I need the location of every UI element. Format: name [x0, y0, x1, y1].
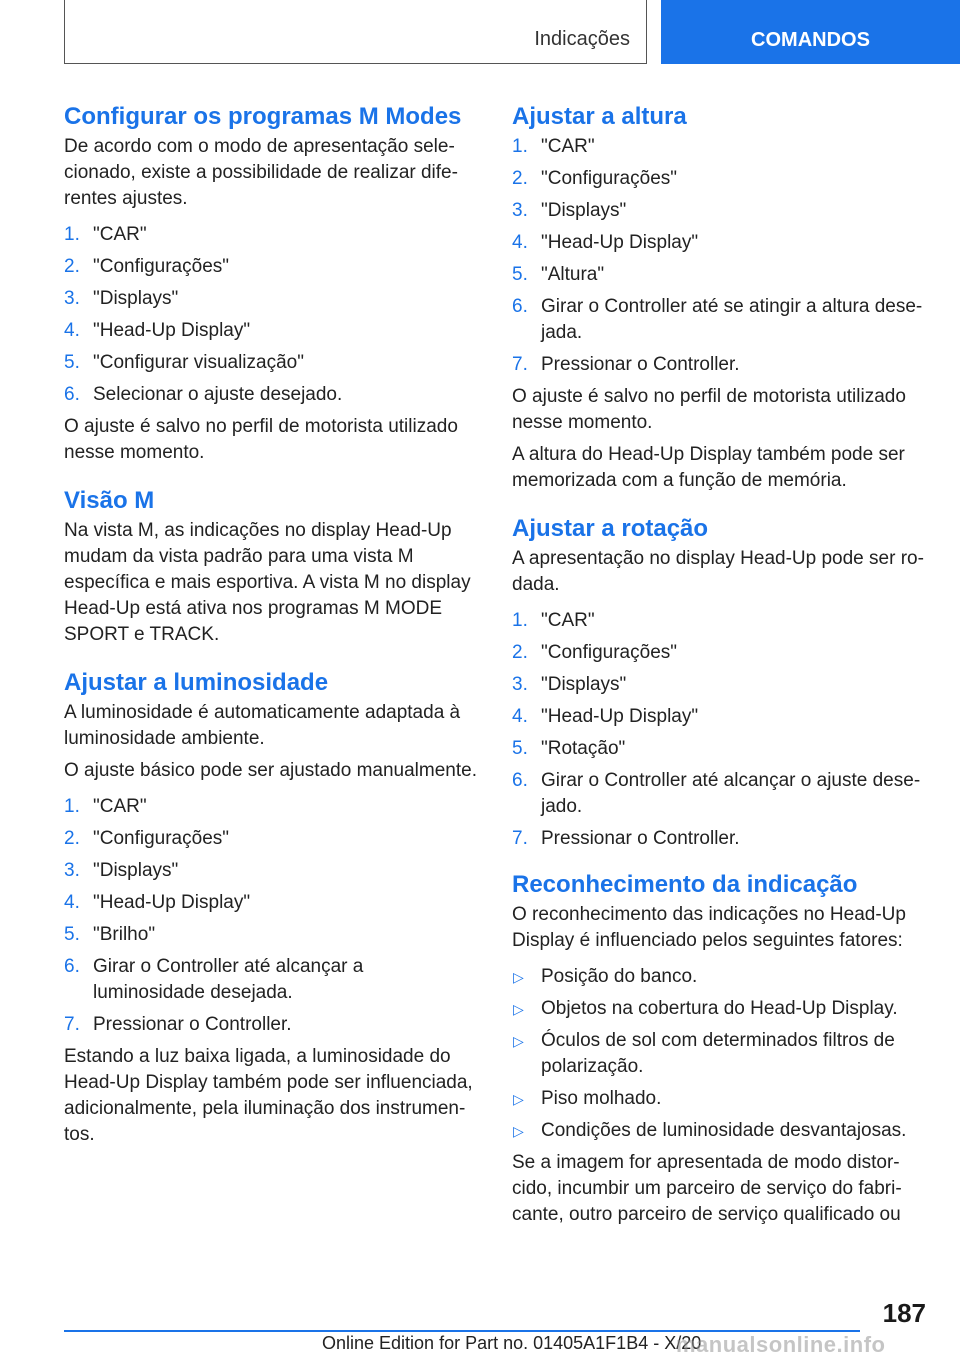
list-item: 1. "CAR": [64, 224, 147, 245]
m-modes-note: O ajuste é salvo no perfil de motorista utilizado nesse momento.: [64, 416, 458, 463]
luminosidade-text-2: O ajuste básico pode ser ajustado manualmente.: [64, 760, 477, 781]
altura-note-1: O ajuste é salvo no perfil de motorista utilizado nesse momento.: [512, 386, 906, 433]
list-item: 2. "Configurações": [512, 642, 678, 663]
list-item: ▷ Posição do banco.: [512, 964, 930, 990]
list-item: ▷ Condições de luminosidade desvantajosas.: [512, 1118, 930, 1144]
chapter-title: COMANDOS: [751, 29, 870, 51]
rotacao-text: A apresentação no display Head-Up pode ser rodada.: [512, 548, 924, 595]
right-column: [512, 100, 930, 1228]
list-item: ▷ Piso molhado.: [512, 1086, 930, 1112]
list-item: 7. Pressionar o Controller.: [512, 354, 740, 375]
heading-rotacao: Ajustar a rotação: [512, 515, 709, 542]
heading-altura: Ajustar a altura: [512, 103, 687, 130]
list-item: 2. "Configurações": [64, 828, 230, 849]
list-item: 5. "Altura": [512, 264, 605, 285]
altura-steps: [512, 134, 930, 378]
list-item: 7. Pressionar o Controller.: [512, 828, 740, 849]
list-item: 4. "Head-Up Display": [64, 320, 251, 341]
chapter-tab: [661, 0, 960, 64]
list-item: 5. "Brilho": [64, 924, 156, 945]
visao-m-text: Na vista M, as indicações no display Head-Up mudam da vista padrão para uma vista M específica e mais esportiva. A vista M no display Head-Up está ativa nos programas M MODE SPORT e TRACK.: [64, 520, 471, 645]
luminosidade-note: Estando a luz baixa ligada, a luminosidade do Head-Up Display também pode ser influenciada, adicionalmente, pela iluminação dos instrumentos.: [64, 1046, 473, 1145]
list-item: 2. "Configurações": [512, 168, 678, 189]
list-item: 6. Girar o Controller até alcançar o ajuste desejado.: [512, 770, 921, 817]
list-item: 3. "Displays": [512, 674, 627, 695]
footer-edition: Online Edition for Part no. 01405A1F1B4 - X/20: [322, 1333, 702, 1353]
page-number: 187: [882, 1298, 926, 1328]
list-item: 4. "Head-Up Display": [64, 892, 251, 913]
triangle-right-icon: ▷: [513, 1001, 524, 1017]
heading-m-modes: Configurar os programas M Modes: [64, 103, 462, 130]
heading-reconhecimento: Reconhecimento da indicação: [512, 871, 858, 898]
rotacao-steps: [512, 608, 930, 852]
list-item: ▷ Objetos na cobertura do Head-Up Display.: [512, 996, 930, 1022]
triangle-right-icon: ▷: [513, 1033, 524, 1049]
list-item: 3. "Displays": [64, 860, 179, 881]
list-item: 6. Girar o Controller até alcançar a luminosidade desejada.: [64, 956, 364, 1003]
luminosidade-text-1: A luminosidade é automaticamente adaptada à luminosidade ambiente.: [64, 702, 461, 749]
triangle-right-icon: ▷: [513, 1123, 524, 1139]
reconhecimento-text: O reconhecimento das indicações no Head-Up Display é influenciado pelos seguintes fatores:: [512, 904, 906, 951]
list-item: 7. Pressionar o Controller.: [64, 1014, 292, 1035]
triangle-right-icon: ▷: [513, 1091, 524, 1107]
m-modes-steps: [64, 222, 479, 408]
list-item: ▷ Óculos de sol com determinados filtros de polarização.: [513, 1030, 895, 1077]
heading-visao-m: Visão M: [64, 487, 155, 514]
triangle-right-icon: ▷: [513, 969, 524, 985]
list-item: 6. Selecionar o ajuste desejado.: [64, 384, 343, 405]
luminosidade-steps: [64, 794, 479, 1038]
list-item: 2. "Configurações": [64, 256, 230, 277]
list-item: 3. "Displays": [64, 288, 179, 309]
list-item: 5. "Rotação": [512, 738, 626, 759]
reconhecimento-note: Se a imagem for apresentada de modo distorcido, incumbir um parceiro de serviço do fabricante, outro parceiro de serviço qualificado ou: [512, 1152, 902, 1225]
list-item: 1. "CAR": [512, 136, 595, 157]
list-item: 4. "Head-Up Display": [512, 232, 699, 253]
reconhecimento-factors: [512, 964, 930, 1144]
list-item: 3. "Displays": [512, 200, 627, 221]
list-item: 6. Girar o Controller até se atingir a altura desejada.: [512, 296, 923, 343]
heading-luminosidade: Ajustar a luminosidade: [64, 669, 329, 696]
m-modes-intro: De acordo com o modo de apresentação selecionado, existe a possibilidade de realizar diferentes ajustes.: [64, 136, 458, 209]
watermark: manualsonline.info: [676, 1332, 886, 1357]
list-item: 1. "CAR": [512, 610, 595, 631]
list-item: 1. "CAR": [64, 796, 147, 817]
left-column: [64, 100, 479, 1148]
section-title: Indicações: [534, 28, 630, 50]
header-section-box: [64, 0, 647, 64]
list-item: 4. "Head-Up Display": [512, 706, 699, 727]
altura-note-2: A altura do Head-Up Display também pode ser memorizada com a função de memória.: [512, 444, 905, 491]
list-item: 5. "Configurar visualização": [64, 352, 304, 373]
